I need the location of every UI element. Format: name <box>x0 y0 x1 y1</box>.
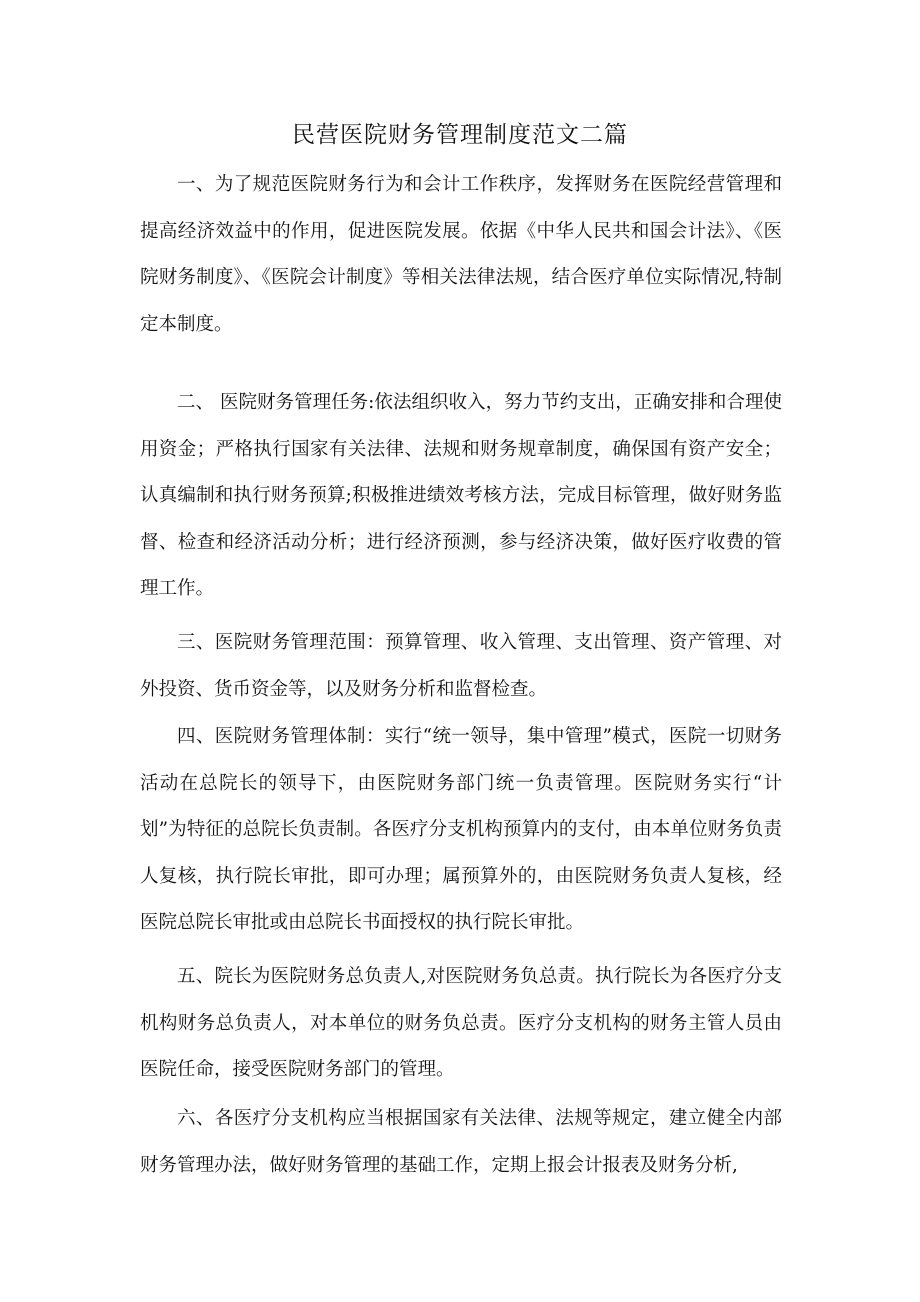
paragraph-6: 六、各医疗分支机构应当根据国家有关法律、法规等规定，建立健全内部财务管理办法，做好财务管理的基础工作，定期上报会计报表及财务分析, <box>140 1108 782 1176</box>
paragraph-4: 四、医院财务管理体制：实行“统一领导，集中管理”模式，医院一切财务活动在总院长的领导下，由医院财务部门统一负责管理。医院财务实行“计划”为特征的总院长负责制。各医疗分支机构预算内的支付，由本单位财务负责人复核，执行院长审批，即可办理；属预算外的，由医院财务负责人复核，经医院总院长审批或由总院长书面授权的执行院长审批。 <box>140 726 782 933</box>
paragraph-1: 一、为了规范医院财务行为和会计工作秩序，发挥财务在医院经营管理和提高经济效益中的作用，促进医院发展。依据《中华人民共和国会计法》、《医院财务制度》、《医院会计制度》等相关法律法规，结合医疗单位实际情况,特制定本制度。 <box>140 174 782 335</box>
paragraph-2: 二、 医院财务管理任务:依法组织收入，努力节约支出，正确安排和合理使用资金；严格执行国家有关法律、法规和财务规章制度，确保国有资产安全；认真编制和执行财务预算;积极推进绩效考核方法，完成目标管理，做好财务监督、检查和经济活动分析；进行经济预测，参与经济决策，做好医疗收费的管理工作。 <box>140 392 782 599</box>
paragraph-3: 三、医院财务管理范围：预算管理、收入管理、支出管理、资产管理、对外投资、货币资金等，以及财务分析和监督检查。 <box>140 632 782 700</box>
document-title: 民营医院财务管理制度范文二篇 <box>292 122 628 148</box>
paragraph-5: 五、院长为医院财务总负责人,对医院财务负总责。执行院长为各医疗分支机构财务总负责人，对本单位的财务负总责。医疗分支机构的财务主管人员由医院任命，接受医院财务部门的管理。 <box>140 966 782 1080</box>
